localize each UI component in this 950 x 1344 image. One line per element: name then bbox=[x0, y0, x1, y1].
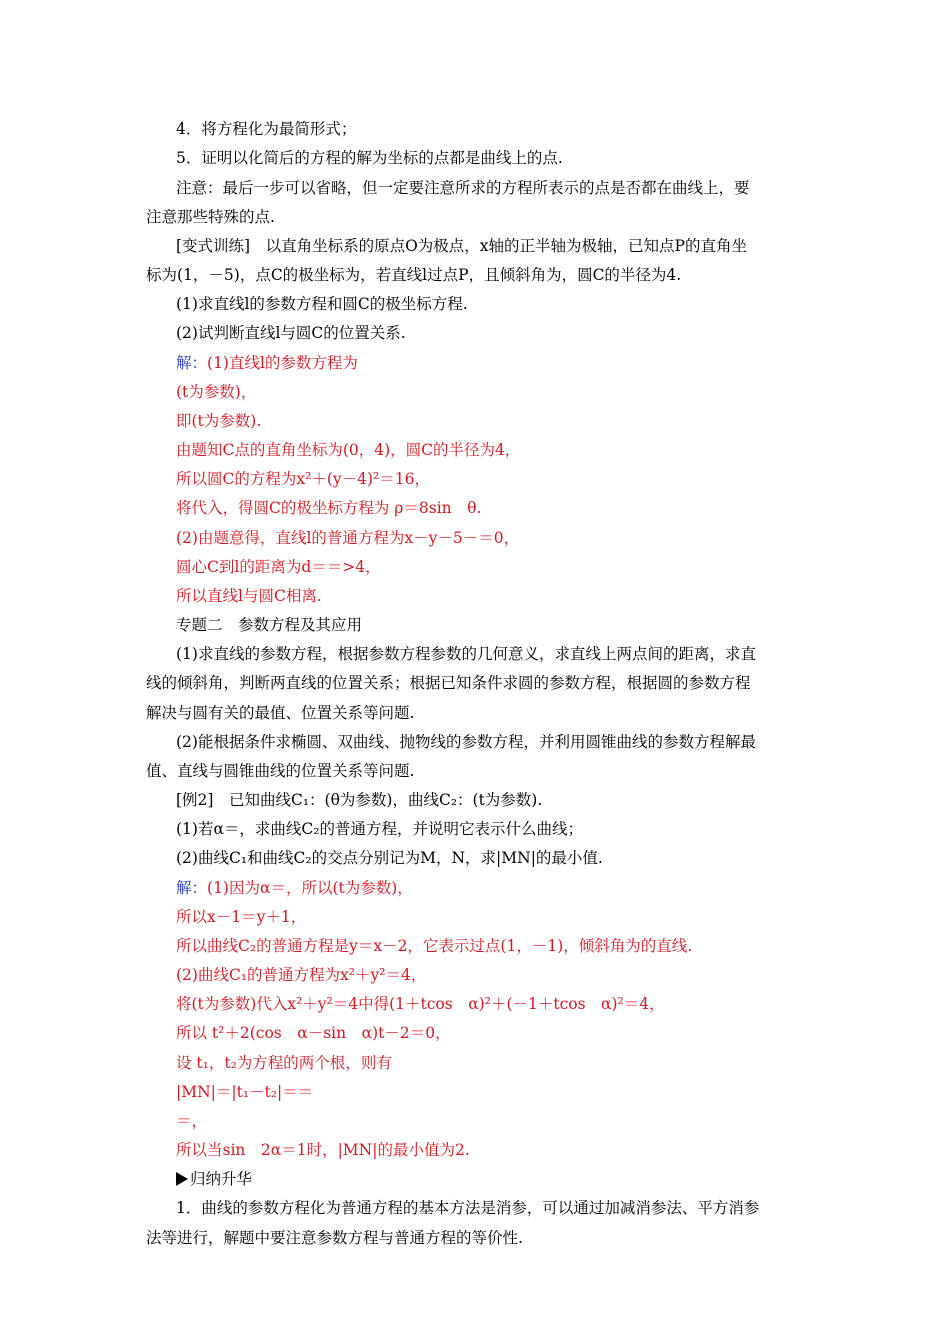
text-line: (2)试判断直线l与圆C的位置关系. bbox=[176, 324, 406, 342]
text-line: (1)若α＝，求曲线C₂的普通方程，并说明它表示什么曲线； bbox=[176, 820, 583, 838]
summary-heading-label: 归纳升华 bbox=[190, 1170, 253, 1188]
solution-line: 将(t为参数)代入x²＋y²＝4中得(1＋tcos α)²＋(－1＋tcos α)²＝4， bbox=[176, 995, 665, 1013]
summary-heading bbox=[176, 1169, 252, 1189]
section-heading: 专题二 参数方程及其应用 bbox=[176, 616, 363, 634]
solution-label: 解： bbox=[176, 879, 208, 897]
solution-line: 所以圆C的方程为x²＋(y－4)²＝16， bbox=[176, 470, 430, 488]
solution-line bbox=[176, 878, 413, 898]
text-line: 解决与圆有关的最值、位置关系等问题. bbox=[146, 704, 415, 722]
text-line: 1．曲线的参数方程化为普通方程的基本方法是消参，可以通过加减消参法、平方消参 bbox=[176, 1199, 760, 1217]
text-line: (1)求直线l的参数方程和圆C的极坐标方程. bbox=[176, 295, 468, 313]
solution-line: 即(t为参数). bbox=[176, 412, 262, 430]
solution-line: |MN|＝|t₁－t₂|＝＝ bbox=[176, 1083, 314, 1101]
text-line: 注意那些特殊的点. bbox=[146, 208, 275, 226]
text-line: 5．证明以化简后的方程的解为坐标的点都是曲线上的点. bbox=[176, 149, 563, 167]
solution-text: (1)因为α＝，所以(t为参数)， bbox=[207, 879, 413, 897]
text-line: 标为(1，－5)，点C的极坐标为，若直线l过点P，且倾斜角为，圆C的半径为4. bbox=[146, 266, 682, 284]
solution-line: 所以当sin 2α＝1时，|MN|的最小值为2. bbox=[176, 1141, 470, 1159]
text-line: 法等进行，解题中要注意参数方程与普通方程的等价性. bbox=[146, 1229, 523, 1247]
solution-line: 所以直线l与圆C相离. bbox=[176, 587, 322, 605]
solution-line: (t为参数)， bbox=[176, 383, 257, 401]
text-line: (1)求直线的参数方程，根据参数方程参数的几何意义，求直线上两点间的距离，求直 bbox=[176, 645, 756, 663]
solution-line: (2)曲线C₁的普通方程为x²＋y²＝4， bbox=[176, 966, 427, 984]
text-line: 4．将方程化为最简形式； bbox=[176, 120, 357, 138]
text-line: [变式训练] 以直角坐标系的原点O为极点，x轴的正半轴为极轴，已知点P的直角坐 bbox=[176, 237, 747, 255]
solution-line: 所以曲线C₂的普通方程是y＝x－2，它表示过点(1，－1)，倾斜角为的直线. bbox=[176, 937, 693, 955]
solution-line: 圆心C到l的距离为d＝＝>4， bbox=[176, 558, 381, 576]
solution-text: (1)直线l的参数方程为 bbox=[207, 354, 358, 372]
solution-line: 将代入，得圆C的极坐标方程为 ρ＝8sin θ. bbox=[176, 499, 482, 517]
solution-line: 所以x－1＝y＋1， bbox=[176, 908, 307, 926]
text-line: (2)曲线C₁和曲线C₂的交点分别记为M，N，求|MN|的最小值. bbox=[176, 849, 603, 867]
solution-line: (2)由题意得，直线l的普通方程为x－y－5－＝0， bbox=[176, 529, 520, 547]
solution-line: 所以 t²＋2(cos α－sin α)t－2＝0， bbox=[176, 1024, 451, 1042]
solution-line: 设 t₁，t₂为方程的两个根，则有 bbox=[176, 1054, 392, 1072]
solution-line bbox=[176, 353, 358, 373]
text-line: (2)能根据条件求椭圆、双曲线、抛物线的参数方程，并利用圆锥曲线的参数方程解最 bbox=[176, 733, 756, 751]
solution-label: 解： bbox=[176, 354, 208, 372]
solution-line: 由题知C点的直角坐标为(0，4)，圆C的半径为4， bbox=[176, 441, 521, 459]
text-line: 线的倾斜角，判断两直线的位置关系；根据已知条件求圆的参数方程，根据圆的参数方程 bbox=[146, 674, 751, 692]
text-line: 注意：最后一步可以省略，但一定要注意所求的方程所表示的点是否都在曲线上，要 bbox=[176, 179, 750, 197]
text-line: 值、直线与圆锥曲线的位置关系等问题. bbox=[146, 762, 415, 780]
solution-line: ＝， bbox=[176, 1112, 208, 1130]
text-line: [例2] 已知曲线C₁：(θ为参数)，曲线C₂：(t为参数). bbox=[176, 791, 543, 809]
right-triangle-icon bbox=[176, 1172, 188, 1186]
